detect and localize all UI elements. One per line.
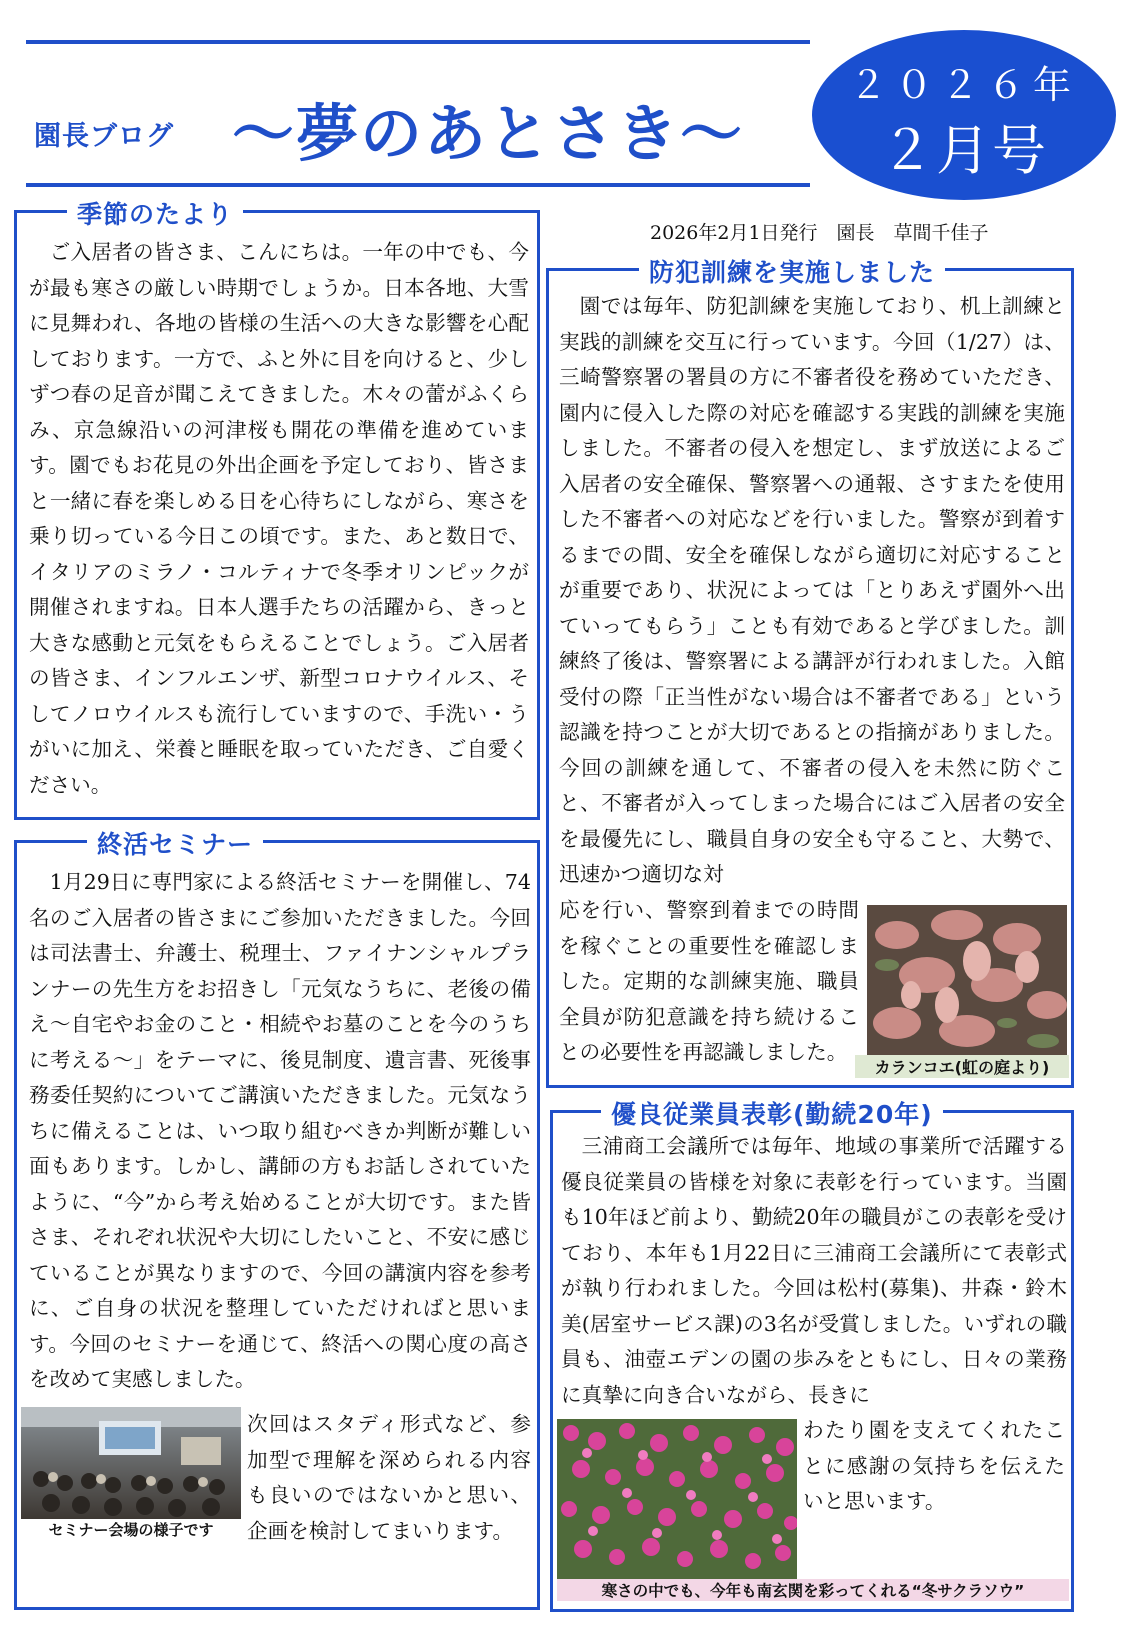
award-body: 三浦商工会議所では毎年、地域の事業所で活躍する優良従業員の皆様を対象に表彰を行っています。当園も10年ほど前より、勤続20年の職員がこの表彰を受けており、本年も1月22日に三浦商工会議所にて表彰式が執り行われました。今回は松村(募集)、井森・鈴木美(居室サービス課)の3名が受賞しました。いずれの職員も、油壺エデンの園の歩みをともにし、日々の業務に真摯に向き合いながら、長きに bbox=[561, 1134, 1067, 1407]
issue-badge bbox=[812, 30, 1116, 200]
issue-date-line: 2026年2月1日発行 園長 草間千佳子 bbox=[650, 222, 989, 244]
header-top-rule bbox=[26, 40, 810, 44]
kalanchoe-image bbox=[867, 905, 1067, 1055]
page-title: ～夢のあとさき～ bbox=[232, 97, 745, 170]
header-bottom-rule bbox=[26, 183, 810, 187]
issue-month: ２月号 bbox=[880, 119, 1048, 182]
seminar-body-tail: 次回はスタディ形式など、参加型で理解を深められる内容も良いのではないかと思い、企画を検討してまいります。 bbox=[247, 1412, 531, 1543]
crime-drill-body-tail: 応を行い、警察到着までの時間を稼ぐことの重要性を確認しました。定期的な訓練実施、職員全員が防犯意識を持ち続けることの必要性を再認識しました。 bbox=[559, 898, 859, 1064]
seminar-room-image bbox=[21, 1407, 241, 1519]
blog-label: 園長ブログ bbox=[34, 121, 174, 152]
crime-drill-section bbox=[546, 258, 1074, 1088]
crime-drill-body: 園では毎年、防犯訓練を実施しており、机上訓練と実践的訓練を交互に行っています。今回（1/27）は、三崎警察署の署員の方に不審者役を務めていただき、園内に侵入した際の対応を確認する実践的訓練を実施しました。不審者の侵入を想定し、まず放送によるご入居者の安全確保、警察署への通報、さすまたを使用した不審者への対応などを行いました。警察が到着するまでの間、安全を確保しながら適切に対応することが重要であり、状況によっては「とりあえず園外へ出ていってもらう」ことも有効であると学びました。訓練終了後は、警察署による講評が行われました。入館受付の際「正当性がない場合は不審者である」という認識を持つことが大切であるとの指摘がありました。今回の訓練を通して、不審者の侵入を未然に防ぐこと、不審者が入ってしまった場合にはご入居者の安全を最優先にし、職員自身の安全も守ること、大勢で、迅速かつ適切な対 bbox=[559, 294, 1065, 886]
kalanchoe-photo bbox=[867, 905, 1067, 1055]
primrose-image bbox=[557, 1419, 797, 1579]
award-section bbox=[550, 1100, 1074, 1612]
section-title: 防犯訓練を実施しました bbox=[639, 253, 945, 289]
seminar-section bbox=[14, 830, 540, 1610]
section-title: 優良従業員表彰(勤続20年) bbox=[601, 1095, 943, 1131]
kalanchoe-caption: カランコエ(虹の庭より) bbox=[855, 1055, 1069, 1078]
section-title: 終活セミナー bbox=[87, 825, 263, 861]
section-title: 季節のたより bbox=[67, 195, 243, 231]
seasonal-body: ご入居者の皆さま、こんにちは。一年の中でも、今が最も寒さの厳しい時期でしょうか。日本各地、大雪に見舞われ、各地の皆様の生活への大きな影響を心配しております。一方で、ふと外に目を向けると、少しずつ春の足音が聞こえてきました。木々の蕾がふくらみ、京急線沿いの河津桜も開花の準備を進めています。園でもお花見の外出企画を予定しており、皆さまと一緒に春を楽しめる日を心待ちにしながら、寒さを乗り切っている今日この頃です。また、あと数日で、イタリアのミラノ・コルティナで冬季オリンピックが開催されますね。日本人選手たちの活躍から、きっと大きな感動と元気をもらえることでしょう。ご入居者の皆さま、インフルエンザ、新型コロナウイルス、そしてノロウイルスも流行していますので、手洗い・うがいに加え、栄養と睡眠を取っていただき、ご自愛ください。 bbox=[29, 240, 529, 797]
issue-year: ２０２６年 bbox=[848, 63, 1079, 107]
seminar-photo bbox=[21, 1407, 241, 1519]
seasonal-section bbox=[14, 200, 540, 820]
seminar-photo-caption: セミナー会場の様子です bbox=[21, 1519, 241, 1540]
primrose-photo bbox=[557, 1419, 797, 1579]
primrose-caption: 寒さの中でも、今年も南玄関を彩ってくれる“冬サクラソウ” bbox=[557, 1579, 1069, 1601]
seminar-body: 1月29日に専門家による終活セミナーを開催し、74名のご入居者の皆さまにご参加いただきました。今回は司法書士、弁護士、税理士、ファイナンシャルプランナーの先生方をお招きし「元気なうちに、老後の備え～自宅やお金のこと・相続やお墓のことを今のうちに考える～」をテーマに、後見制度、遺言書、死後事務委任契約についてご講演いただきました。元気なうちに備えることは、いつ取り組むべきか判断が難しい面もあります。しかし、講師の方もお話しされていたように、“今”から考え始めることが大切です。また皆さま、それぞれ状況や大切にしたいこと、不安に感じていることが異なりますので、今回の講演内容を参考に、ご自身の状況を整理していただければと思います。今回のセミナーを通じて、終活への関心度の高さを改めて実感しました。 bbox=[29, 870, 531, 1391]
award-body-tail: わたり園を支えてくれたことに感謝の気持ちを伝えたいと思います。 bbox=[803, 1418, 1065, 1513]
